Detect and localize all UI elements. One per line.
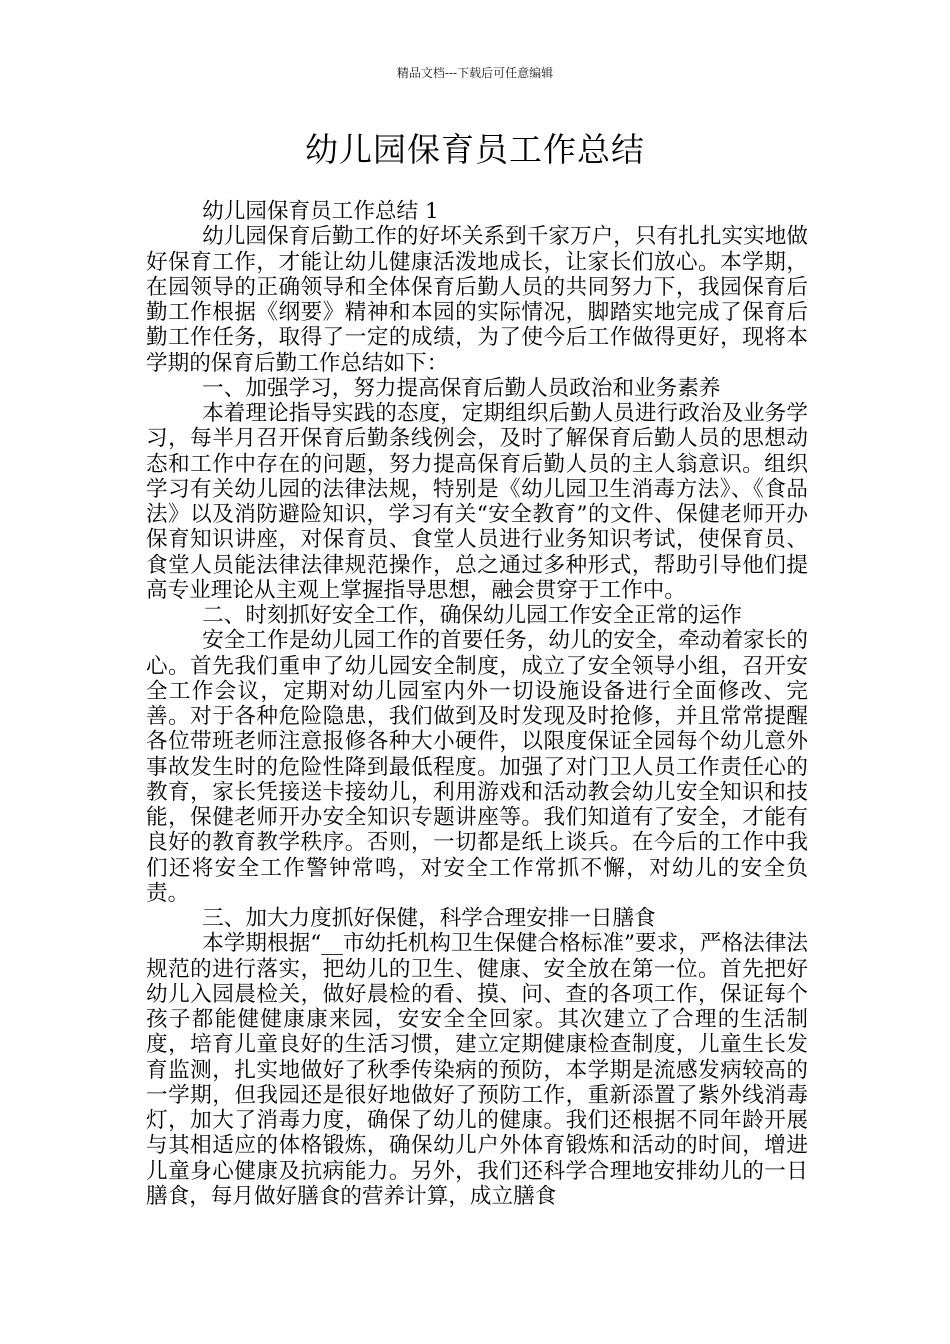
safety-paragraph: 安全工作是幼儿园工作的首要任务，幼儿的安全，牵动着家长的心。首先我们重申了幼儿园安全制度，成立了安全领导小组，召开安全工作会议，定期对幼儿园室内外一切设施设备进行全面修改、完善。对于各种危险隐患，我们做到及时发现及时抢修，并且常常提醒各位带班老师注意报修各种大小硬件，以限度保证全园每个幼儿意外事故发生时的危险性降到最低程度。加强了对门卫人员工作责任心的教育，家长凭接送卡接幼儿，利用游戏和活动教会幼儿安全知识和技能，保健老师开办安全知识专题讲座等。我们知道有了安全，才能有良好的教育教学秩序。否则，一切都是纸上谈兵。在今后的工作中我们还将安全工作警钟常鸣，对安全工作常抓不懈，对幼儿的安全负责。 <box>146 628 808 906</box>
section-subtitle: 幼儿园保育员工作总结 1 <box>202 199 439 224</box>
document-body <box>146 199 808 1209</box>
study-paragraph: 本着理论指导实践的态度，定期组织后勤人员进行政治及业务学习，每半月召开保育后勤条线例会，及时了解保育后勤人员的思想动态和工作中存在的问题，努力提高保育后勤人员的主人翁意识。组织学习有关幼儿园的法律法规，特别是《幼儿园卫生消毒方法》、《食品法》以及消防避险知识，学习有关“安全教育”的文件、保健老师开办保育知识讲座，对保育员、食堂人员进行业务知识考试，使保育员、食堂人员能法律法律规范操作，总之通过多种形式，帮助引导他们提高专业理论从主观上掌握指导思想，融会贯穿于工作中。 <box>146 401 808 603</box>
intro-paragraph: 幼儿园保育后勤工作的好坏关系到千家万户，只有扎扎实实地做好保育工作，才能让幼儿健康活泼地成长，让家长们放心。本学期，在园领导的正确领导和全体保育后勤人员的共同努力下，我园保育后勤工作根据《纲要》精神和本园的实际情况，脚踏实地完成了保育后勤工作任务，取得了一定的成绩，为了使今后工作做得更好，现将本学期的保育后勤工作总结如下： <box>146 224 808 376</box>
page-header-note: 精品文档---下载后可任意编辑 <box>396 66 554 80</box>
section-heading-health: 三、加大力度抓好保健，科学合理安排一日膳食 <box>202 906 656 931</box>
document-title: 幼儿园保育员工作总结 <box>305 130 645 169</box>
health-paragraph: 本学期根据“__市幼托机构卫生保健合格标准”要求，严格法律法规范的进行落实，把幼儿的卫生、健康、安全放在第一位。首先把好幼儿入园晨检关，做好晨检的看、摸、问、查的各项工作，保证每个孩子都能健健康康来园，安安全全回家。其次建立了合理的生活制度，培育儿童良好的生活习惯，建立定期健康检查制度，儿童生长发育监测，扎实地做好了秋季传染病的预防，本学期是流感发病较高的一学期，但我园还是很好地做好了预防工作，重新添置了紫外线消毒灯，加大了消毒力度，确保了幼儿的健康。我们还根据不同年龄开展与其相适应的体格锻炼，确保幼儿户外体育锻炼和活动的时间，增进儿童身心健康及抗病能力。另外，我们还科学合理地安排幼儿的一日膳食，每月做好膳食的营养计算，成立膳食 <box>146 931 808 1209</box>
section-heading-safety: 二、时刻抓好安全工作，确保幼儿园工作安全正常的运作 <box>202 603 743 628</box>
section-heading-study: 一、加强学习，努力提高保育后勤人员政治和业务素养 <box>202 375 721 401</box>
